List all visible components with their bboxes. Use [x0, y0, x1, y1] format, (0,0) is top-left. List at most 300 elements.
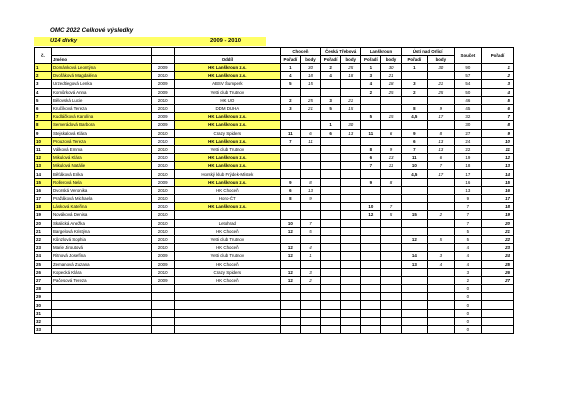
table-row [35, 162, 514, 170]
race-place [361, 96, 381, 104]
total-points: 5 [454, 227, 482, 235]
race-place: 4 [321, 72, 341, 80]
club-name: Horo-ČT [174, 195, 280, 203]
athlete-name: Bargelová Kristýna [51, 227, 151, 235]
club-name [174, 317, 280, 325]
race-points [381, 195, 401, 203]
race-points: 7 [381, 203, 401, 211]
race-points: 15 [381, 113, 401, 121]
table-row [35, 252, 514, 260]
race-points [428, 72, 455, 80]
race-place: 4 [280, 72, 300, 80]
race-place: 12 [280, 252, 300, 260]
athlete-name: Pražáková Michaela [51, 195, 151, 203]
race-place: 12 [401, 235, 427, 243]
table-row [35, 276, 514, 284]
race-points [428, 121, 455, 129]
race-place [361, 104, 381, 112]
race-place [321, 317, 341, 325]
club-name: DDM DUHA [174, 104, 280, 112]
race-points [341, 195, 361, 203]
race-points [341, 268, 361, 276]
club-name: Letohrad [174, 219, 280, 227]
table-row [35, 309, 514, 317]
row-number: 10 [35, 137, 52, 145]
race-points: 6 [428, 154, 455, 162]
race-place: 10 [401, 162, 427, 170]
race-points: 21 [341, 96, 361, 104]
race-points: 9 [381, 145, 401, 153]
race-place [280, 121, 300, 129]
race-points [300, 211, 320, 219]
race-points: 1 [300, 252, 320, 260]
race-place [401, 326, 427, 334]
club-name [174, 285, 280, 293]
race-points: 9 [428, 104, 455, 112]
race-place: 11 [401, 154, 427, 162]
total-points: 0 [454, 301, 482, 309]
club-name: HK Lanškroun z.s. [174, 113, 280, 121]
race-place [280, 326, 300, 334]
club-name: HK Lanškroun z.s. [174, 72, 280, 80]
final-place: 15 [482, 178, 514, 186]
final-place: 10 [482, 137, 514, 145]
club-name: HK Choceň [174, 244, 280, 252]
table-row [35, 244, 514, 252]
row-number: 8 [35, 121, 52, 129]
race-points: 30 [300, 64, 320, 72]
row-number: 19 [35, 211, 52, 219]
table-row [35, 219, 514, 227]
birth-year: 2010 [151, 170, 174, 178]
final-place: 8 [482, 121, 514, 129]
race-points [341, 227, 361, 235]
race-place [321, 293, 341, 301]
race-place [280, 285, 300, 293]
club-name: Yetti club Trutnov [174, 235, 280, 243]
athlete-name: Nováková Denisa [51, 211, 151, 219]
birth-year: 2009 [151, 260, 174, 268]
total-points: 18 [454, 162, 482, 170]
race-points [341, 145, 361, 153]
race-points [341, 137, 361, 145]
race-place: 2 [361, 88, 381, 96]
race-place: 9 [401, 129, 427, 137]
race-place: 13 [401, 260, 427, 268]
race-points: 8 [381, 178, 401, 186]
athlete-name: Ritnová Josefína [51, 252, 151, 260]
row-number: 20 [35, 219, 52, 227]
race-place [280, 317, 300, 325]
race-place: 6 [280, 186, 300, 194]
table-row [35, 96, 514, 104]
race-points [381, 244, 401, 252]
race-place [321, 227, 341, 235]
race-place [401, 186, 427, 194]
race-place [361, 252, 381, 260]
race-points: 13 [300, 186, 320, 194]
total-points: 57 [454, 72, 482, 80]
race-points: 6 [300, 129, 320, 137]
table-row [35, 260, 514, 268]
race-points: 18 [341, 72, 361, 80]
race-place [280, 301, 300, 309]
club-name: HK Choceň [174, 260, 280, 268]
athlete-name: Prouzová Tereza [51, 137, 151, 145]
race-place: 6 [401, 137, 427, 145]
club-name: HK Lanškroun z.s. [174, 162, 280, 170]
race-place [280, 154, 300, 162]
race-place [401, 203, 427, 211]
row-number: 28 [35, 285, 52, 293]
table-row [35, 227, 514, 235]
race-place [280, 235, 300, 243]
birth-year: 2009 [151, 121, 174, 129]
race-place [280, 162, 300, 170]
race-place: 1 [280, 64, 300, 72]
table-row [35, 268, 514, 276]
race-points [300, 326, 320, 334]
race-points: 5 [300, 227, 320, 235]
club-name: Horský klub Frýdek-Místek [174, 170, 280, 178]
race-place [361, 244, 381, 252]
race-place [401, 268, 427, 276]
race-points: 15 [300, 80, 320, 88]
race-place: 12 [280, 268, 300, 276]
club-name [174, 309, 280, 317]
birth-year: 2010 [151, 104, 174, 112]
race-points [341, 186, 361, 194]
race-place [321, 235, 341, 243]
race-points [341, 326, 361, 334]
race-place [361, 285, 381, 293]
race-points [300, 145, 320, 153]
race-points: 8 [300, 178, 320, 186]
race-points [341, 252, 361, 260]
final-place [482, 326, 514, 334]
row-number: 17 [35, 195, 52, 203]
athlete-name [51, 285, 151, 293]
header-body-3: body [381, 56, 401, 64]
race-points [300, 170, 320, 178]
club-name: Yetti club Trutnov [174, 145, 280, 153]
race-place [321, 252, 341, 260]
race-place [280, 170, 300, 178]
total-points: 4 [454, 252, 482, 260]
race-points [341, 162, 361, 170]
race-place [321, 162, 341, 170]
race-place [361, 326, 381, 334]
race-points [300, 301, 320, 309]
athlete-name: Dománková Leontýna [51, 64, 151, 72]
total-points: 7 [454, 219, 482, 227]
final-place [482, 317, 514, 325]
total-points: 17 [454, 170, 482, 178]
race-place: 1 [401, 64, 427, 72]
club-name: HK Lanškroun z.s. [174, 137, 280, 145]
table-row [35, 129, 514, 137]
total-points: 24 [454, 137, 482, 145]
race-points: 13 [428, 145, 455, 153]
race-points: 17 [428, 170, 455, 178]
race-place [361, 260, 381, 268]
results-table [34, 47, 514, 334]
race-place [321, 195, 341, 203]
birth-year [151, 326, 174, 334]
race-place [321, 244, 341, 252]
race-points [341, 244, 361, 252]
race-points [300, 154, 320, 162]
race-place [361, 268, 381, 276]
race-points [381, 260, 401, 268]
birth-year: 2010 [151, 244, 174, 252]
row-number: 15 [35, 178, 52, 186]
birth-year: 2010 [151, 137, 174, 145]
table-row [35, 186, 514, 194]
club-name: Yetti club Trutnov [174, 88, 280, 96]
race-place: 5 [280, 80, 300, 88]
race-place: 6 [361, 154, 381, 162]
header-poradi-2: Pořadí [321, 56, 341, 64]
row-number: 5 [35, 96, 52, 104]
total-points: 16 [454, 178, 482, 186]
race-points [341, 309, 361, 317]
race-place [401, 309, 427, 317]
race-points [428, 317, 455, 325]
final-place: 9 [482, 129, 514, 137]
table-row [35, 154, 514, 162]
header-race-4: Ústí nad Orlicí [401, 48, 454, 56]
race-points [428, 285, 455, 293]
race-points: 5 [428, 235, 455, 243]
race-points [300, 121, 320, 129]
race-place: 11 [280, 129, 300, 137]
race-points [381, 235, 401, 243]
race-points [428, 96, 455, 104]
race-points [428, 219, 455, 227]
race-place: 6 [321, 129, 341, 137]
final-place: 27 [482, 276, 514, 284]
race-points: 2 [428, 211, 455, 219]
header-body-2: body [341, 56, 361, 64]
race-place: 14 [401, 252, 427, 260]
race-points [341, 178, 361, 186]
total-points: 0 [454, 293, 482, 301]
club-name: HK Choceň [174, 276, 280, 284]
race-place [401, 293, 427, 301]
club-name: ABSV Šumperk [174, 80, 280, 88]
race-place: 12 [280, 244, 300, 252]
race-points [341, 203, 361, 211]
race-points: 18 [300, 72, 320, 80]
athlete-name: Dvořáková Magdaléna [51, 72, 151, 80]
birth-year: 2010 [151, 219, 174, 227]
final-place: 6 [482, 104, 514, 112]
race-place [280, 145, 300, 153]
athlete-name: Válková Emma [51, 145, 151, 153]
race-place [401, 227, 427, 235]
table-row [35, 113, 514, 121]
race-points [341, 235, 361, 243]
row-number: 27 [35, 276, 52, 284]
table-row [35, 211, 514, 219]
table-row [35, 285, 514, 293]
table-row [35, 80, 514, 88]
total-points: 46 [454, 96, 482, 104]
race-points: 9 [300, 195, 320, 203]
club-name: Crazy Spiders [174, 268, 280, 276]
race-points [381, 293, 401, 301]
race-place: 12 [361, 211, 381, 219]
birth-year: 2010 [151, 195, 174, 203]
final-place: 12 [482, 154, 514, 162]
race-place: 1 [321, 121, 341, 129]
athlete-name [51, 317, 151, 325]
total-points: 2 [454, 276, 482, 284]
race-points: 21 [428, 80, 455, 88]
final-place: 24 [482, 252, 514, 260]
total-points: 0 [454, 317, 482, 325]
race-points: 21 [300, 104, 320, 112]
race-place [321, 145, 341, 153]
header-no: č. [35, 48, 52, 64]
race-points [341, 170, 361, 178]
birth-year: 2010 [151, 211, 174, 219]
row-number: 33 [35, 326, 52, 334]
header-race-2: Česká Třebová [321, 48, 361, 56]
race-place [401, 276, 427, 284]
race-points [381, 301, 401, 309]
race-points [381, 137, 401, 145]
race-place: 3 [280, 104, 300, 112]
race-place: 3 [321, 96, 341, 104]
birth-year: 2010 [151, 129, 174, 137]
total-points: 30 [454, 121, 482, 129]
race-points [300, 203, 320, 211]
table-row [35, 88, 514, 96]
race-points [381, 227, 401, 235]
athlete-name: Komůrková Anna [51, 88, 151, 96]
table-row [35, 178, 514, 186]
table-row [35, 104, 514, 112]
race-place: 11 [361, 129, 381, 137]
birth-year: 2010 [151, 145, 174, 153]
athlete-name [51, 326, 151, 334]
birth-year: 2010 [151, 235, 174, 243]
race-place: 3 [401, 80, 427, 88]
final-place: 16 [482, 186, 514, 194]
race-points: 5 [381, 211, 401, 219]
final-place: 26 [482, 268, 514, 276]
title-row [34, 27, 514, 37]
birth-year: 2009 [151, 276, 174, 284]
table-row [35, 121, 514, 129]
race-place [361, 121, 381, 129]
total-points: 7 [454, 211, 482, 219]
birth-year: 2009 [151, 64, 174, 72]
race-points [300, 88, 320, 96]
club-name: HK Lanškroun z.s. [174, 178, 280, 186]
race-place [361, 276, 381, 284]
club-name [174, 326, 280, 334]
race-points [428, 326, 455, 334]
final-place: 11 [482, 145, 514, 153]
race-place [321, 170, 341, 178]
race-place [280, 113, 300, 121]
race-place: 4 [361, 80, 381, 88]
race-points [341, 276, 361, 284]
row-number: 12 [35, 154, 52, 162]
race-points [300, 162, 320, 170]
row-number: 7 [35, 113, 52, 121]
race-points [428, 244, 455, 252]
row-number: 14 [35, 170, 52, 178]
total-points: 27 [454, 129, 482, 137]
race-place: 15 [401, 211, 427, 219]
header-poradi-4: Pořadí [401, 56, 427, 64]
club-name: HK UO [174, 96, 280, 104]
athlete-name: Zemanová Zuzana [51, 260, 151, 268]
total-points: 13 [454, 186, 482, 194]
birth-year: 2010 [151, 162, 174, 170]
race-place [401, 195, 427, 203]
race-place [401, 285, 427, 293]
row-number: 2 [35, 72, 52, 80]
birth-year [151, 301, 174, 309]
race-place: 2 [280, 96, 300, 104]
race-place [401, 301, 427, 309]
race-place [401, 121, 427, 129]
race-points [300, 260, 320, 268]
table-row [35, 145, 514, 153]
header-poradi-3: Pořadí [361, 56, 381, 64]
race-place: 1 [361, 64, 381, 72]
race-points: 6 [381, 129, 401, 137]
header-poradi-1: Pořadí [280, 56, 300, 64]
final-place: 5 [482, 96, 514, 104]
total-points: 19 [454, 154, 482, 162]
race-points [341, 285, 361, 293]
table-row [35, 326, 514, 334]
total-points: 32 [454, 113, 482, 121]
race-points [381, 317, 401, 325]
total-points: 5 [454, 235, 482, 243]
race-place [401, 72, 427, 80]
final-place: 21 [482, 227, 514, 235]
category-label: U14 dívky [50, 38, 78, 44]
total-points: 4 [454, 244, 482, 252]
race-points [341, 113, 361, 121]
final-place: 17 [482, 195, 514, 203]
athlete-name: Dvorská Veronika [51, 186, 151, 194]
club-name: Crazy Spiders [174, 129, 280, 137]
athlete-name: Běťáková Erika [51, 170, 151, 178]
race-points [428, 309, 455, 317]
race-points [381, 285, 401, 293]
race-points [428, 195, 455, 203]
race-place [321, 113, 341, 121]
race-place [321, 154, 341, 162]
club-name: HK Lanškroun z.s. [174, 121, 280, 129]
birth-year [151, 309, 174, 317]
race-place [321, 211, 341, 219]
race-points [300, 285, 320, 293]
race-points: 30 [381, 64, 401, 72]
row-number: 11 [35, 145, 52, 153]
row-number: 6 [35, 104, 52, 112]
race-place [321, 276, 341, 284]
race-points [300, 317, 320, 325]
